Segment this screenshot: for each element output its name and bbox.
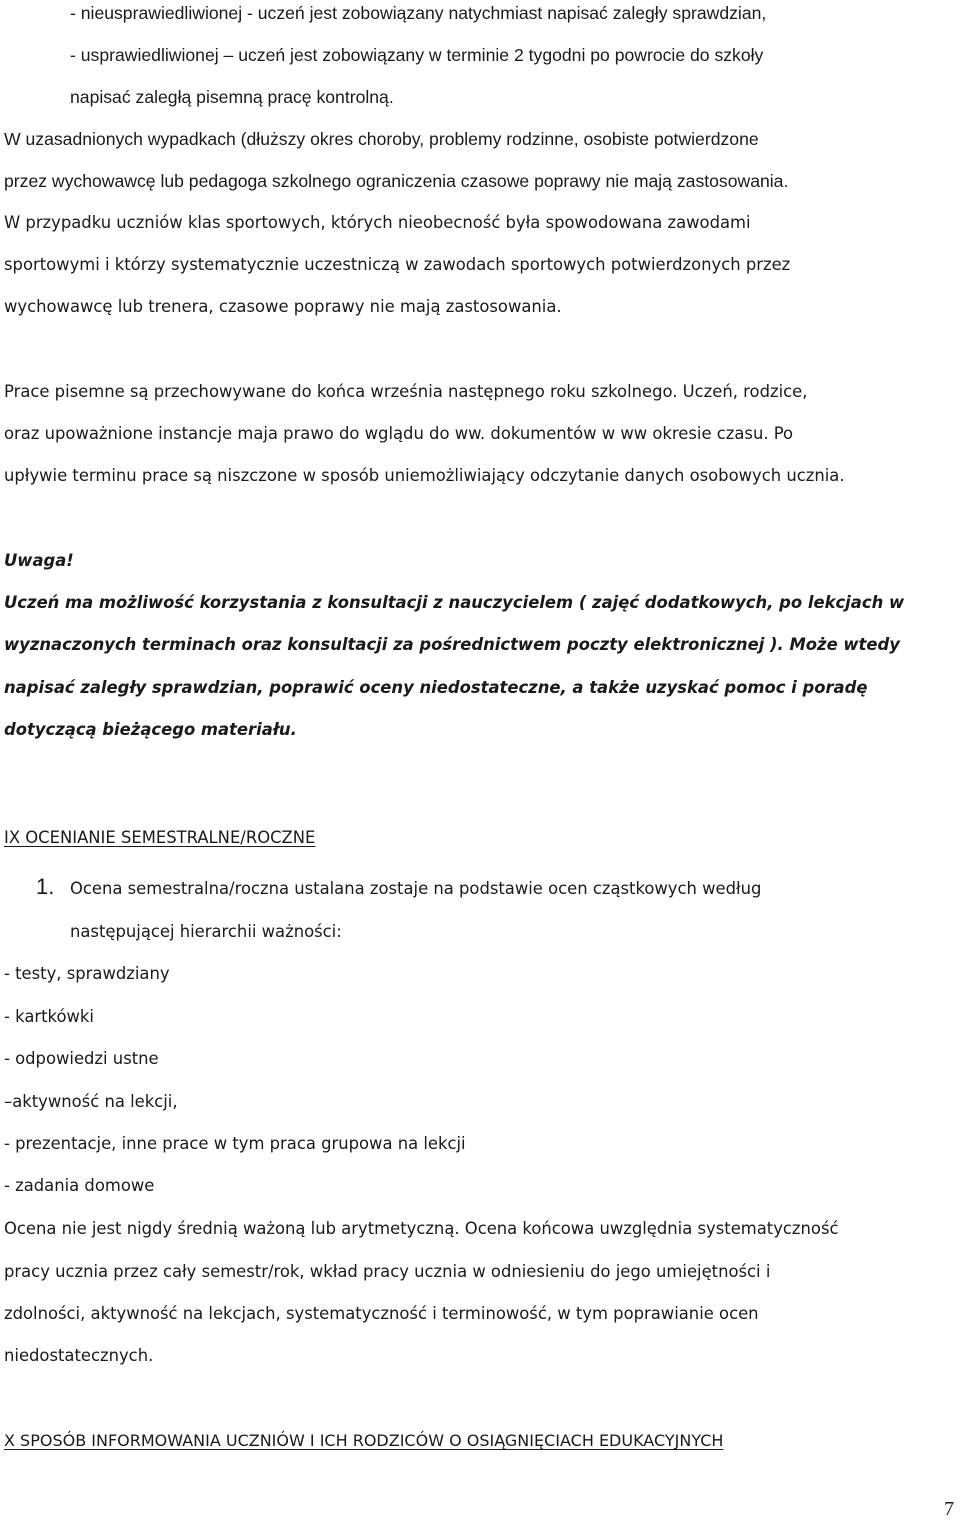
text-line: przez wychowawcę lub pedagoga szkolnego ograniczenia czasowe poprawy nie mają zastosowania. [4,171,789,191]
list-item: - testy, sprawdziany [4,964,170,983]
bold-line: napisać zaległy sprawdzian, poprawić oceny niedostateczne, a także uzyskać pomoc i poradę [4,678,868,697]
text-line: sportowymi i którzy systematycznie uczestniczą w zawodach sportowych potwierdzonych przez [4,255,791,274]
section-heading: IX OCENIANIE SEMESTRALNE/ROCZNE [4,828,316,847]
text-line: - usprawiedliwionej – uczeń jest zobowiązany w terminie 2 tygodni po powrocie do szkoły [70,45,764,65]
list-item: - odpowiedzi ustne [4,1049,159,1068]
text-line: pracy ucznia przez cały semestr/rok, wkład pracy ucznia w odniesieniu do jego umiejętności i [4,1262,771,1281]
text-line: - nieusprawiedliwionej - uczeń jest zobowiązany natychmiast napisać zaległy sprawdzian, [70,3,767,23]
warning-heading: Uwaga! [4,551,74,570]
text-line: wychowawcę lub trenera, czasowe poprawy nie mają zastosowania. [4,297,562,316]
text-line: niedostatecznych. [4,1346,154,1365]
list-item: - prezentacje, inne prace w tym praca grupowa na lekcji [4,1134,466,1153]
text-line: zdolności, aktywność na lekcjach, systematyczność i terminowość, w tym poprawianie ocen [4,1304,759,1323]
bold-line: wyznaczonych terminach oraz konsultacji za pośrednictwem poczty elektronicznej ). Może wtedy [4,635,900,654]
text-line: oraz upoważnione instancje maja prawo do wglądu do ww. dokumentów w ww okresie czasu. Po [4,424,794,443]
list-item: - zadania domowe [4,1176,155,1195]
text-line: Prace pisemne są przechowywane do końca września następnego roku szkolnego. Uczeń, rodzice, [4,382,808,401]
text-line: Ocena semestralna/roczna ustalana zostaje na podstawie ocen cząstkowych według [70,879,762,898]
list-item: –aktywność na lekcji, [4,1092,178,1111]
text-line: następującej hierarchii ważności: [70,922,342,941]
list-number: 1. [36,874,55,899]
text-line: upływie terminu prace są niszczone w sposób uniemożliwiający odczytanie danych osobowych ucznia. [4,466,845,485]
text-line: Ocena nie jest nigdy średnią ważoną lub arytmetyczną. Ocena końcowa uwzględnia systematyczność [4,1219,839,1238]
bold-line: dotyczącą bieżącego materiału. [4,720,297,739]
text-line: W uzasadnionych wypadkach (dłuższy okres choroby, problemy rodzinne, osobiste potwierdzone [4,129,759,149]
bold-line: Uczeń ma możliwość korzystania z konsultacji z nauczycielem ( zajęć dodatkowych, po lekcjach w [4,593,905,612]
text-line: W przypadku uczniów klas sportowych, których nieobecność była spowodowana zawodami [4,213,751,232]
list-item: - kartkówki [4,1007,94,1026]
text-line: napisać zaległą pisemną pracę kontrolną. [70,87,394,107]
page-number: 7 [944,1498,954,1520]
section-heading: X SPOSÓB INFORMOWANIA UCZNIÓW I ICH RODZICÓW O OSIĄGNIĘCIACH EDUKACYJNYCH [4,1431,724,1450]
